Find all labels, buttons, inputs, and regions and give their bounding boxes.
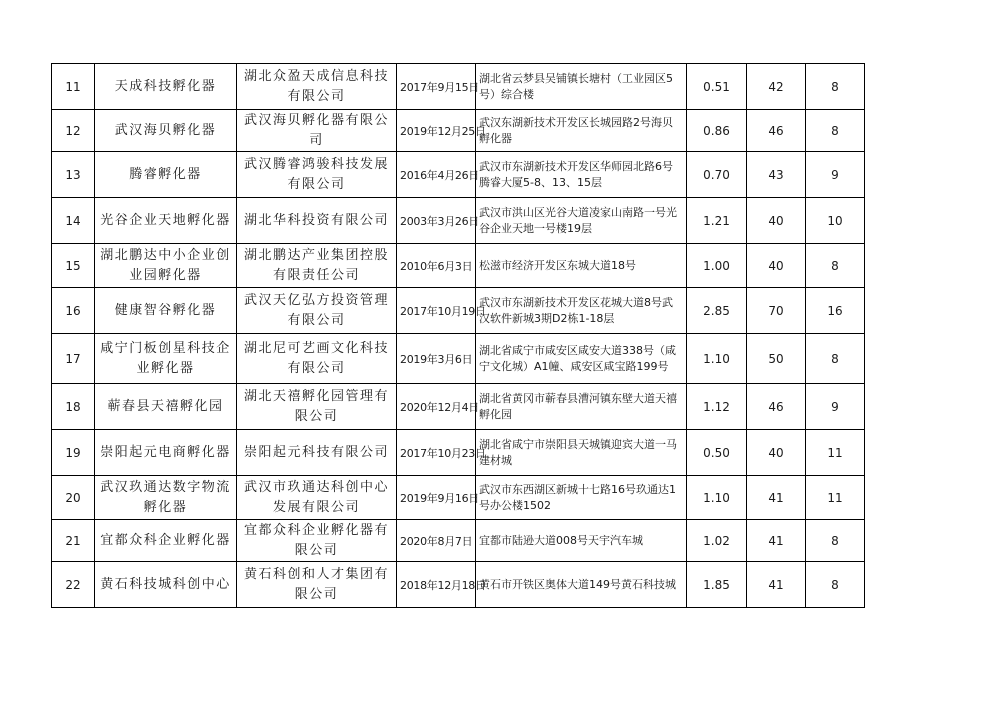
count-value-2: 8 (806, 64, 865, 110)
established-date: 2017年10月23日 (397, 430, 476, 476)
table-body (52, 64, 865, 608)
count-value-2: 8 (806, 110, 865, 152)
established-date: 2020年8月7日 (397, 520, 476, 562)
incubator-name: 健康智谷孵化器 (95, 288, 237, 334)
table-row (52, 562, 865, 608)
operating-company: 武汉海贝孵化器有限公司 (237, 110, 397, 152)
area-value: 0.70 (687, 152, 747, 198)
incubator-name: 崇阳起元电商孵化器 (95, 430, 237, 476)
area-value: 2.85 (687, 288, 747, 334)
operating-company: 湖北鹏达产业集团控股有限责任公司 (237, 244, 397, 288)
count-value-2: 8 (806, 334, 865, 384)
table-row (52, 152, 865, 198)
table-row (52, 384, 865, 430)
address: 武汉市东湖新技术开发区花城大道8号武汉软件新城3期D2栋1-18层 (476, 288, 687, 334)
incubator-name: 天成科技孵化器 (95, 64, 237, 110)
count-value: 40 (747, 430, 806, 476)
operating-company: 湖北天禧孵化园管理有限公司 (237, 384, 397, 430)
incubator-name: 光谷企业天地孵化器 (95, 198, 237, 244)
incubator-name: 咸宁门板创星科技企业孵化器 (95, 334, 237, 384)
row-number: 14 (52, 198, 95, 244)
row-number: 17 (52, 334, 95, 384)
address: 黄石市开铁区奥体大道149号黄石科技城 (476, 562, 687, 608)
established-date: 2020年12月4日 (397, 384, 476, 430)
incubator-name: 武汉海贝孵化器 (95, 110, 237, 152)
incubator-name: 武汉玖通达数字物流孵化器 (95, 476, 237, 520)
address: 松滋市经济开发区东城大道18号 (476, 244, 687, 288)
count-value-2: 9 (806, 152, 865, 198)
incubator-table (51, 63, 865, 608)
count-value-2: 8 (806, 562, 865, 608)
area-value: 0.86 (687, 110, 747, 152)
established-date: 2016年4月26日 (397, 152, 476, 198)
area-value: 1.02 (687, 520, 747, 562)
count-value-2: 11 (806, 476, 865, 520)
address: 武汉市洪山区光谷大道凌家山南路一号光谷企业天地一号楼19层 (476, 198, 687, 244)
count-value: 41 (747, 476, 806, 520)
count-value: 70 (747, 288, 806, 334)
area-value: 1.12 (687, 384, 747, 430)
address: 湖北省黄冈市蕲春县漕河镇东壁大道天禧孵化园 (476, 384, 687, 430)
count-value: 40 (747, 198, 806, 244)
count-value: 41 (747, 562, 806, 608)
count-value: 46 (747, 384, 806, 430)
established-date: 2017年9月15日 (397, 64, 476, 110)
incubator-name: 黄石科技城科创中心 (95, 562, 237, 608)
established-date: 2017年10月19日 (397, 288, 476, 334)
operating-company: 湖北尼可艺画文化科技有限公司 (237, 334, 397, 384)
address: 武汉东湖新技术开发区长城园路2号海贝孵化器 (476, 110, 687, 152)
count-value-2: 10 (806, 198, 865, 244)
table-row (52, 198, 865, 244)
area-value: 0.51 (687, 64, 747, 110)
area-value: 1.00 (687, 244, 747, 288)
table-row (52, 110, 865, 152)
count-value: 43 (747, 152, 806, 198)
area-value: 0.50 (687, 430, 747, 476)
operating-company: 湖北众盈天成信息科技有限公司 (237, 64, 397, 110)
operating-company: 武汉天亿弘方投资管理有限公司 (237, 288, 397, 334)
operating-company: 武汉市玖通达科创中心发展有限公司 (237, 476, 397, 520)
address: 湖北省云梦县吴铺镇长塘村（工业园区5号）综合楼 (476, 64, 687, 110)
row-number: 21 (52, 520, 95, 562)
row-number: 18 (52, 384, 95, 430)
count-value: 42 (747, 64, 806, 110)
established-date: 2018年12月18日 (397, 562, 476, 608)
count-value: 46 (747, 110, 806, 152)
incubator-name: 宜都众科企业孵化器 (95, 520, 237, 562)
table-row (52, 244, 865, 288)
count-value-2: 9 (806, 384, 865, 430)
incubator-name: 湖北鹏达中小企业创业园孵化器 (95, 244, 237, 288)
operating-company: 宜都众科企业孵化器有限公司 (237, 520, 397, 562)
row-number: 12 (52, 110, 95, 152)
table-row (52, 64, 865, 110)
address: 宜都市陆逊大道008号天宇汽车城 (476, 520, 687, 562)
address: 武汉市东湖新技术开发区华师园北路6号腾睿大厦5-8、13、15层 (476, 152, 687, 198)
row-number: 11 (52, 64, 95, 110)
area-value: 1.10 (687, 476, 747, 520)
area-value: 1.10 (687, 334, 747, 384)
table-row (52, 476, 865, 520)
operating-company: 黄石科创和人才集团有限公司 (237, 562, 397, 608)
address: 武汉市东西湖区新城十七路16号玖通达1号办公楼1502 (476, 476, 687, 520)
address: 湖北省咸宁市咸安区咸安大道338号（咸宁文化城）A1幢、咸安区咸宝路199号 (476, 334, 687, 384)
count-value: 40 (747, 244, 806, 288)
operating-company: 湖北华科投资有限公司 (237, 198, 397, 244)
row-number: 22 (52, 562, 95, 608)
established-date: 2019年12月25日 (397, 110, 476, 152)
established-date: 2019年3月6日 (397, 334, 476, 384)
row-number: 20 (52, 476, 95, 520)
incubator-name: 腾睿孵化器 (95, 152, 237, 198)
area-value: 1.85 (687, 562, 747, 608)
operating-company: 武汉腾睿鸿骏科技发展有限公司 (237, 152, 397, 198)
established-date: 2019年9月16日 (397, 476, 476, 520)
table-row (52, 334, 865, 384)
operating-company: 崇阳起元科技有限公司 (237, 430, 397, 476)
table-row (52, 430, 865, 476)
count-value-2: 8 (806, 244, 865, 288)
count-value-2: 11 (806, 430, 865, 476)
incubator-name: 蕲春县天禧孵化园 (95, 384, 237, 430)
area-value: 1.21 (687, 198, 747, 244)
row-number: 13 (52, 152, 95, 198)
established-date: 2010年6月3日 (397, 244, 476, 288)
count-value-2: 8 (806, 520, 865, 562)
row-number: 16 (52, 288, 95, 334)
table-row (52, 288, 865, 334)
count-value-2: 16 (806, 288, 865, 334)
count-value: 41 (747, 520, 806, 562)
address: 湖北省咸宁市崇阳县天城镇迎宾大道一马建材城 (476, 430, 687, 476)
count-value: 50 (747, 334, 806, 384)
established-date: 2003年3月26日 (397, 198, 476, 244)
row-number: 15 (52, 244, 95, 288)
table-row (52, 520, 865, 562)
row-number: 19 (52, 430, 95, 476)
